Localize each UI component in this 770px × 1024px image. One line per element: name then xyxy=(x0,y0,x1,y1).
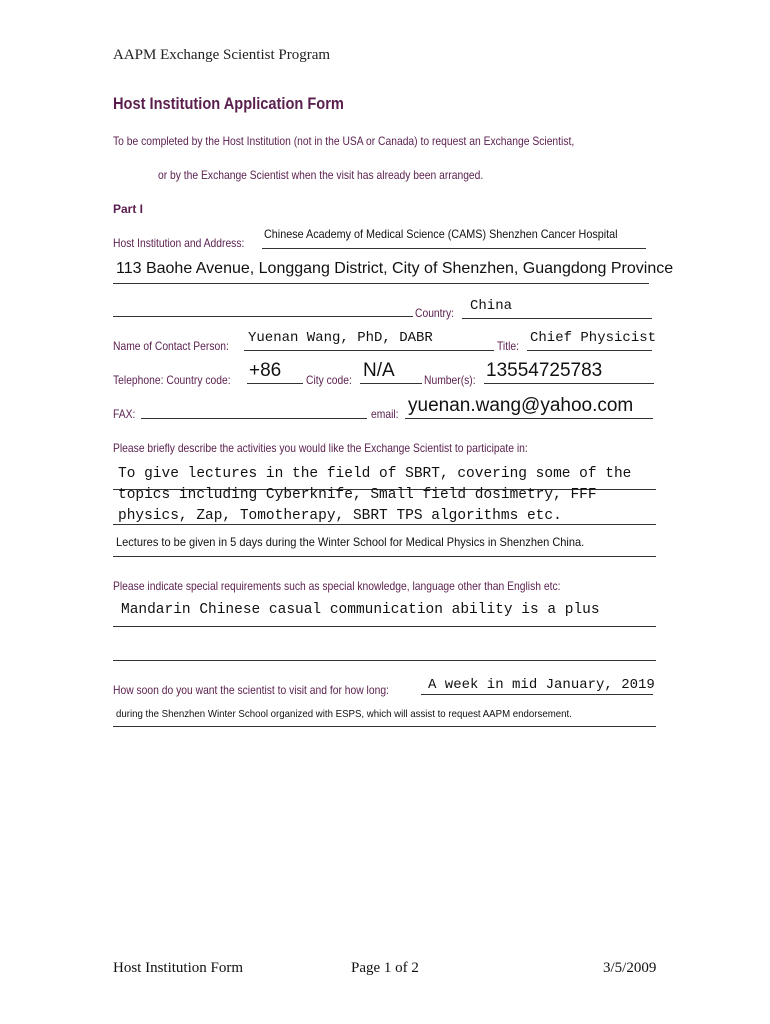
footer-date: 3/5/2009 xyxy=(603,960,657,976)
contact-line xyxy=(244,350,494,351)
title-label: Title: xyxy=(497,339,519,353)
activities-line-3[interactable]: physics, Zap, Tomotherapy, SBRT TPS algorithms etc. xyxy=(118,508,562,524)
address-line-2 xyxy=(113,316,413,317)
number-field[interactable]: 13554725783 xyxy=(486,360,603,381)
number-label: Number(s): xyxy=(424,373,476,387)
country-field[interactable]: China xyxy=(470,298,513,314)
how-soon-line xyxy=(421,694,653,695)
institution-line xyxy=(262,248,646,249)
country-code-field[interactable]: +86 xyxy=(249,360,282,381)
activities-line-2[interactable]: topics including Cyberknife, Small field dosimetry, FFF xyxy=(118,487,597,503)
address-line xyxy=(113,283,649,284)
requirements-line-1[interactable]: Mandarin Chinese casual communication ability is a plus xyxy=(121,602,600,618)
requirements-rule-1 xyxy=(113,626,656,627)
how-soon-rule-2 xyxy=(113,726,656,727)
activities-rule-3 xyxy=(113,556,656,557)
activities-line-4[interactable]: Lectures to be given in 5 days during the Winter School for Medical Physics in Shenzhen China. xyxy=(116,535,585,549)
address-field[interactable]: 113 Baohe Avenue, Longgang District, City of Shenzhen, Guangdong Province xyxy=(116,260,674,277)
country-label: Country: xyxy=(415,306,455,320)
activities-line-1[interactable]: To give lectures in the field of SBRT, covering some of the xyxy=(118,466,632,482)
country-line xyxy=(462,318,652,319)
email-field[interactable]: yuenan.wang@yahoo.com xyxy=(408,395,634,416)
tel-country-label: Telephone: Country code: xyxy=(113,373,231,387)
institution-label: Host Institution and Address: xyxy=(113,236,245,250)
footer-left: Host Institution Form xyxy=(113,960,244,976)
page-number: Page 1 of 2 xyxy=(351,960,419,976)
how-soon-line-2[interactable]: during the Shenzhen Winter School organized with ESPS, which will assist to request AAPM endorsement. xyxy=(116,708,572,720)
how-soon-label: How soon do you want the scientist to visit and for how long: xyxy=(113,683,389,697)
title-field[interactable]: Chief Physicist xyxy=(530,330,657,346)
program-header: AAPM Exchange Scientist Program xyxy=(113,47,331,63)
city-label: City code: xyxy=(306,373,352,387)
country-code-line xyxy=(247,383,303,384)
fax-label: FAX: xyxy=(113,407,136,421)
intro-line-1: To be completed by the Host Institution (not in the USA or Canada) to request an Exchange Scientist, xyxy=(113,134,575,148)
contact-label: Name of Contact Person: xyxy=(113,339,229,353)
email-label: email: xyxy=(371,407,399,421)
fax-line xyxy=(141,418,367,419)
requirements-rule-2 xyxy=(113,660,656,661)
city-code-field[interactable]: N/A xyxy=(363,360,395,381)
form-title: Host Institution Application Form xyxy=(113,94,344,113)
activities-label: Please briefly describe the activities you would like the Exchange Scientist to participate in: xyxy=(113,441,528,455)
part-heading: Part I xyxy=(113,202,144,216)
how-soon-field[interactable]: A week in mid January, 2019 xyxy=(428,677,655,693)
activities-rule-2 xyxy=(113,524,656,525)
institution-field[interactable]: Chinese Academy of Medical Science (CAMS) Shenzhen Cancer Hospital xyxy=(264,227,618,241)
requirements-label: Please indicate special requirements such as special knowledge, language other than English etc: xyxy=(113,579,561,593)
city-code-line xyxy=(360,383,422,384)
number-line xyxy=(484,383,654,384)
intro-line-2: or by the Exchange Scientist when the visit has already been arranged. xyxy=(158,168,484,182)
contact-field[interactable]: Yuenan Wang, PhD, DABR xyxy=(248,330,433,346)
title-line xyxy=(527,350,652,351)
email-line xyxy=(405,418,653,419)
